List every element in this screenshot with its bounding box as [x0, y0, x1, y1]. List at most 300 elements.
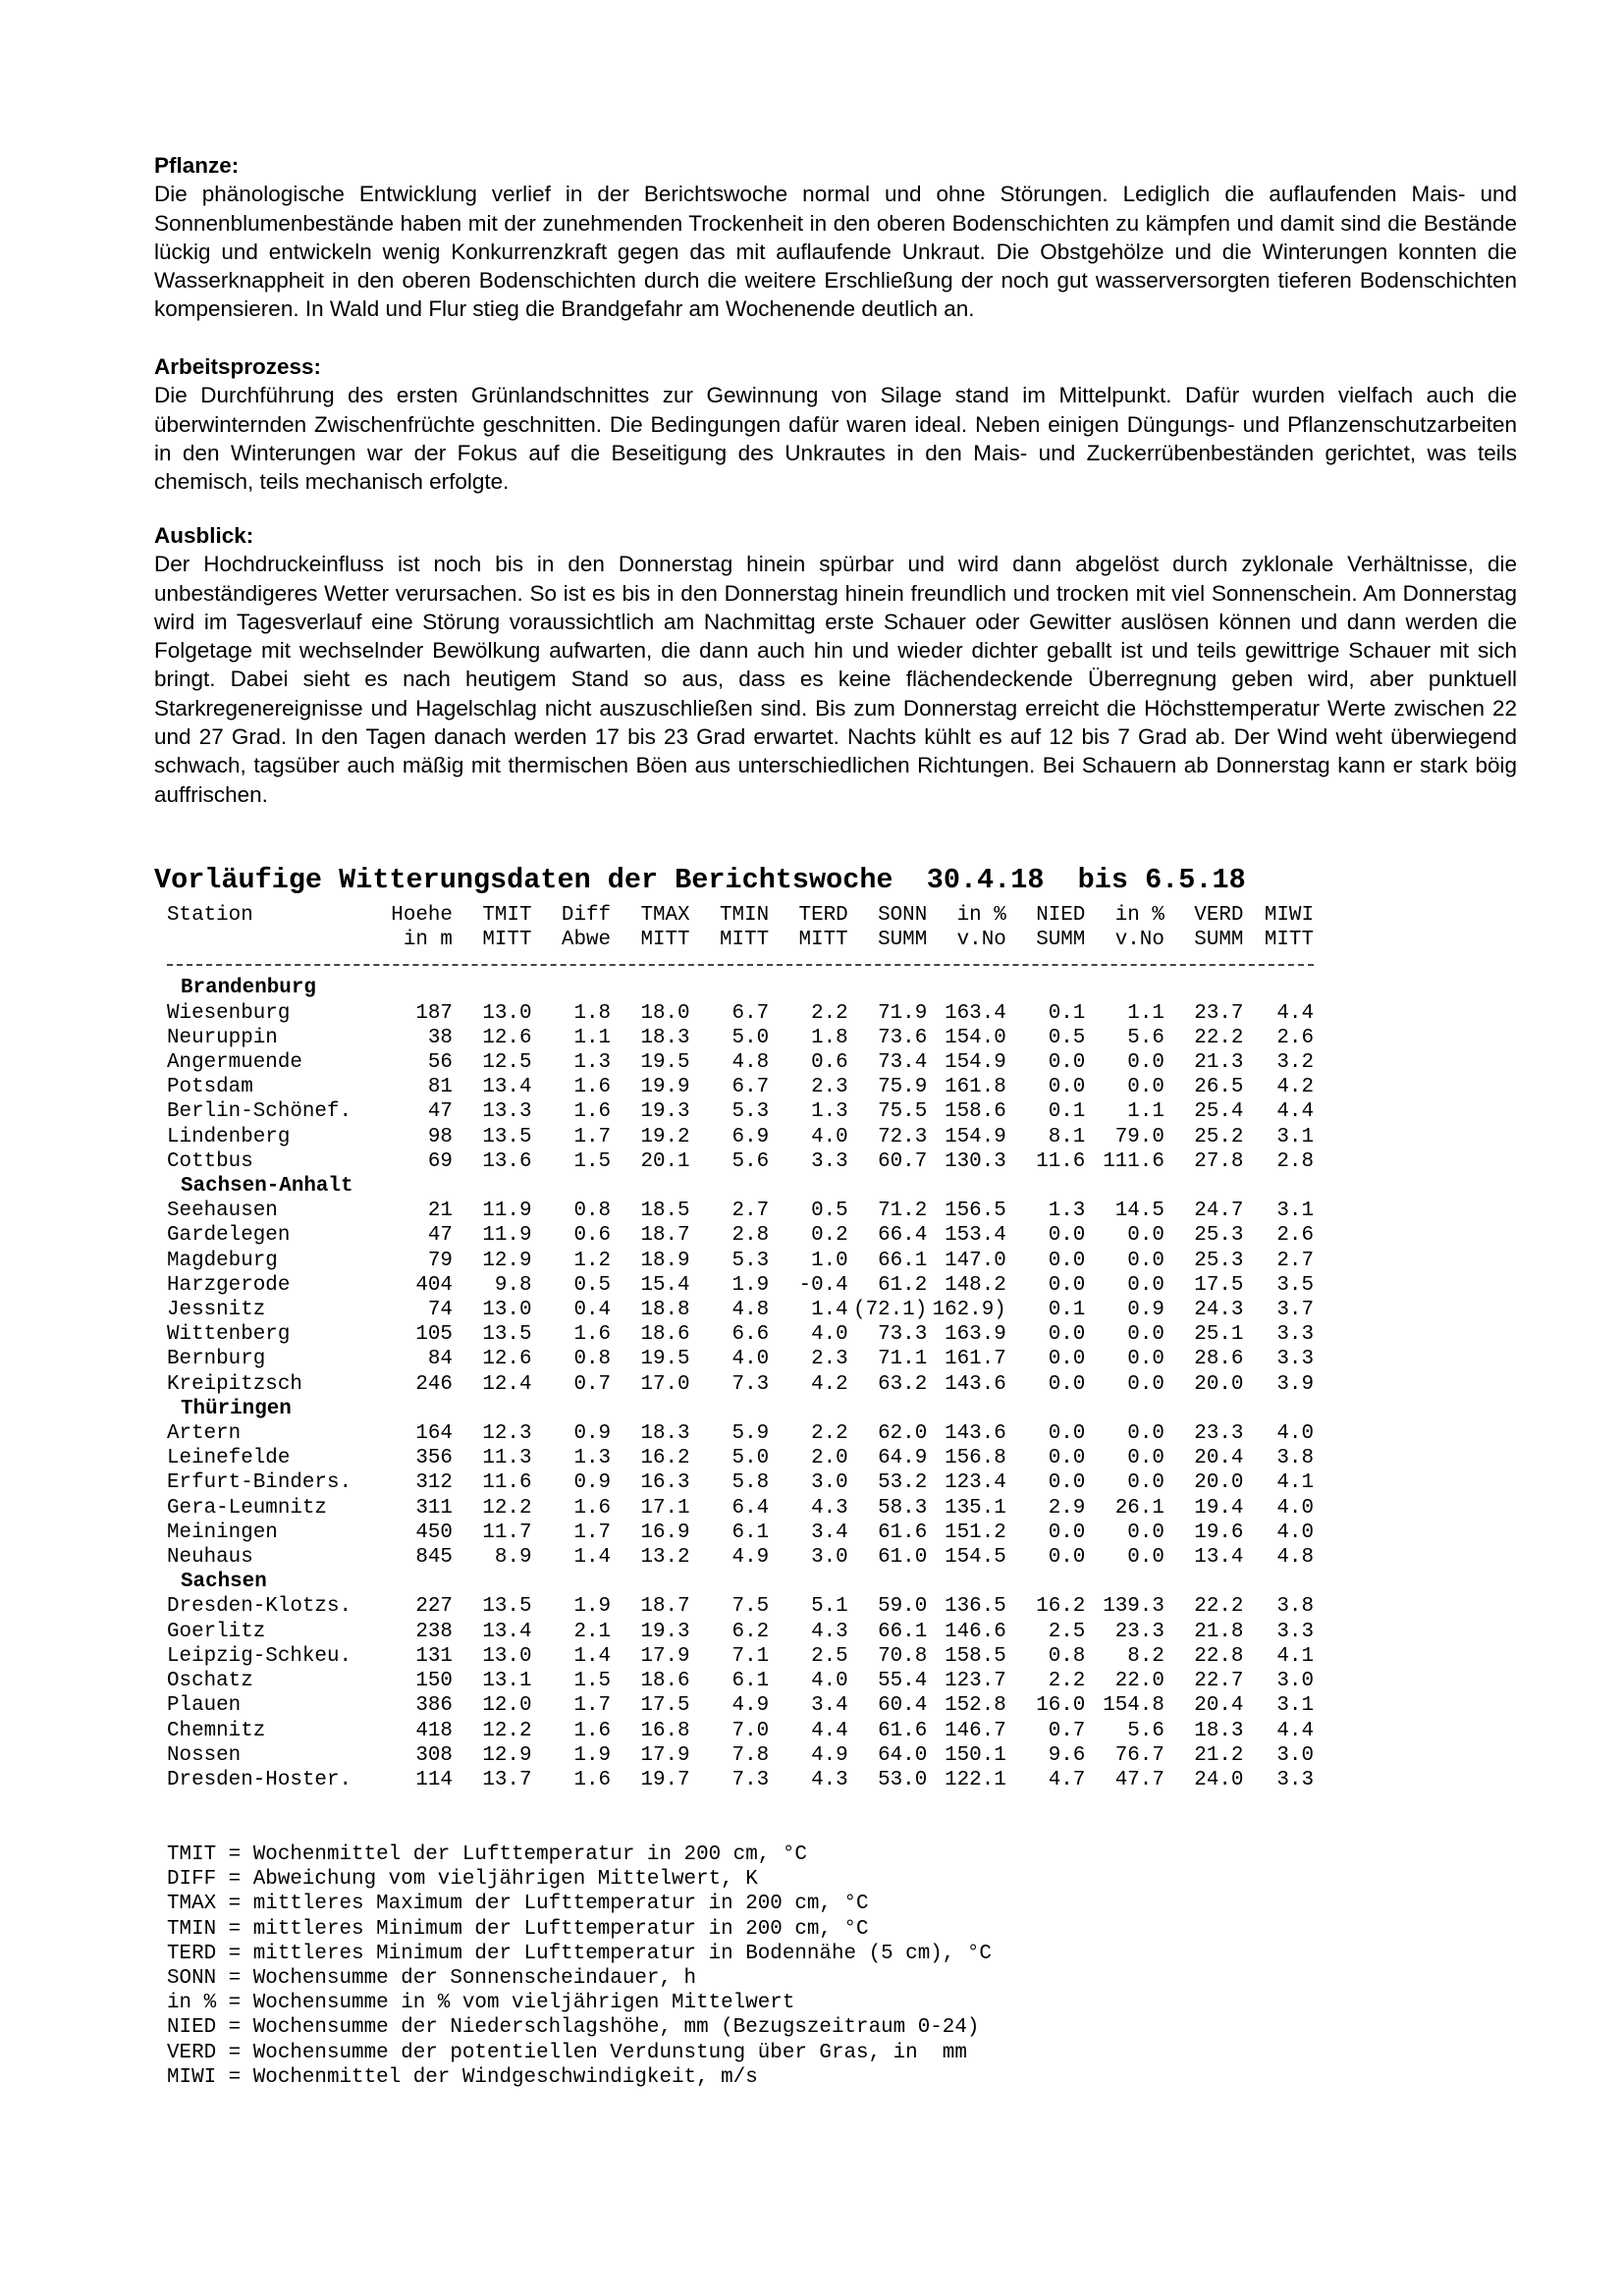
data-cell: 6.7: [731, 1076, 770, 1099]
station-row: [167, 1545, 1314, 1570]
station-row: [167, 1693, 1314, 1718]
data-cell: 4.4: [811, 1719, 848, 1742]
data-cell: 6.9: [731, 1125, 770, 1148]
data-cell: 4.2: [1276, 1076, 1314, 1099]
data-cell: 3.0: [1276, 1670, 1314, 1693]
data-cell: 0.8: [1048, 1644, 1086, 1668]
data-cell: 1.6: [573, 1076, 612, 1099]
data-cell: 56: [427, 1051, 453, 1075]
station-name: Kreipitzsch: [167, 1372, 302, 1396]
data-cell: 13.6: [482, 1149, 532, 1173]
data-cell: 18.6: [640, 1323, 690, 1347]
data-cell: 20.4: [1194, 1447, 1244, 1470]
data-cell: 136.5: [945, 1595, 1006, 1619]
data-cell: 73.6: [878, 1026, 928, 1049]
column-unit-header: MITT: [1264, 929, 1314, 952]
data-cell: 61.0: [878, 1546, 928, 1570]
region-header-row: [167, 1570, 1314, 1594]
data-cell: 12.9: [482, 1743, 532, 1767]
station-name: Neuhaus: [167, 1546, 253, 1570]
data-cell: 1.3: [811, 1100, 848, 1124]
data-cell: 1.8: [811, 1026, 848, 1049]
station-row: [167, 1199, 1314, 1223]
data-cell: 14.5: [1114, 1200, 1164, 1223]
data-cell: 0.0: [1127, 1051, 1164, 1075]
data-cell: 3.3: [1276, 1323, 1314, 1347]
column-unit-header: SUMM: [1036, 929, 1086, 952]
data-cell: 2.3: [811, 1348, 848, 1371]
column-unit-header: v.No: [956, 929, 1006, 952]
data-cell: 154.8: [1103, 1694, 1164, 1718]
data-cell: 3.1: [1276, 1200, 1314, 1223]
section-ausblick: [154, 521, 1517, 809]
data-cell: 24.7: [1194, 1200, 1244, 1223]
data-cell: 163.4: [945, 1001, 1006, 1025]
data-cell: 123.7: [945, 1670, 1006, 1693]
data-cell: 19.3: [640, 1620, 690, 1643]
data-cell: 71.1: [878, 1348, 928, 1371]
data-cell: 0.0: [1127, 1521, 1164, 1544]
station-row: [167, 1223, 1314, 1248]
data-cell: 146.6: [945, 1620, 1006, 1643]
heading-arbeitsprozess: Arbeitsprozess:: [154, 354, 322, 379]
data-cell: 122.1: [945, 1768, 1006, 1791]
station-name: Leinefelde: [167, 1447, 291, 1470]
dashed-divider: [167, 964, 1314, 966]
data-cell: 20.0: [1194, 1372, 1244, 1396]
data-cell: 75.5: [878, 1100, 928, 1124]
section-arbeitsprozess: [154, 352, 1517, 496]
data-cell: (72.1): [853, 1299, 928, 1322]
data-cell: 0.0: [1127, 1249, 1164, 1272]
data-cell: 0.0: [1048, 1372, 1086, 1396]
data-cell: 0.0: [1048, 1076, 1086, 1099]
data-cell: 5.1: [811, 1595, 848, 1619]
data-cell: 2.5: [811, 1644, 848, 1668]
data-cell: 12.4: [482, 1372, 532, 1396]
station-row: [167, 1743, 1314, 1768]
data-cell: 18.7: [640, 1224, 690, 1248]
data-cell: 156.5: [945, 1200, 1006, 1223]
data-cell: 246: [415, 1372, 453, 1396]
station-name: Gardelegen: [167, 1224, 291, 1248]
column-unit-header: Abwe: [561, 929, 612, 952]
data-cell: 0.1: [1048, 1001, 1086, 1025]
data-cell: 0.0: [1127, 1546, 1164, 1570]
column-header: Diff: [561, 904, 612, 927]
data-cell: 4.4: [1276, 1719, 1314, 1742]
station-row: [167, 1446, 1314, 1470]
data-cell: 18.9: [640, 1249, 690, 1272]
station-row: [167, 1372, 1314, 1397]
data-cell: 2.7: [731, 1200, 770, 1223]
data-cell: 0.0: [1127, 1471, 1164, 1495]
data-cell: 18.8: [640, 1299, 690, 1322]
data-cell: 28.6: [1194, 1348, 1244, 1371]
data-cell: 61.2: [878, 1273, 928, 1297]
station-row: [167, 1149, 1314, 1174]
legend-item: TERD = mittleres Minimum der Lufttemperatur in Bodennähe (5 cm), °C: [167, 1942, 992, 1965]
data-cell: 386: [415, 1694, 453, 1718]
station-row: [167, 1421, 1314, 1446]
data-cell: 3.3: [1276, 1348, 1314, 1371]
data-cell: 22.0: [1114, 1670, 1164, 1693]
data-cell: 12.3: [482, 1422, 532, 1446]
station-name: Neuruppin: [167, 1026, 278, 1049]
data-cell: 11.6: [482, 1471, 532, 1495]
station-name: Seehausen: [167, 1200, 278, 1223]
data-cell: 0.8: [573, 1348, 612, 1371]
column-header: in %: [1114, 904, 1164, 927]
data-cell: 1.7: [573, 1125, 612, 1148]
data-cell: 5.0: [731, 1447, 770, 1470]
station-name: Dresden-Hoster.: [167, 1768, 352, 1791]
data-cell: 4.1: [1276, 1644, 1314, 1668]
data-cell: 3.1: [1276, 1694, 1314, 1718]
station-name: Erfurt-Binders.: [167, 1471, 352, 1495]
region-header-row: [167, 1174, 1314, 1199]
station-name: Gera-Leumnitz: [167, 1496, 327, 1520]
data-cell: 26.5: [1194, 1076, 1244, 1099]
data-cell: 84: [427, 1348, 453, 1371]
data-cell: 4.9: [731, 1546, 770, 1570]
station-name: Berlin-Schönef.: [167, 1100, 352, 1124]
data-cell: 0.0: [1127, 1447, 1164, 1470]
station-row: [167, 1026, 1314, 1050]
data-cell: 4.0: [1276, 1521, 1314, 1544]
station-row: [167, 1620, 1314, 1644]
data-cell: 0.1: [1048, 1100, 1086, 1124]
data-cell: 0.0: [1127, 1348, 1164, 1371]
column-header: TMIN: [720, 904, 770, 927]
data-cell: 18.3: [1194, 1719, 1244, 1742]
data-cell: 162.9): [932, 1299, 1006, 1322]
data-cell: 4.0: [811, 1323, 848, 1347]
data-cell: 4.8: [1276, 1546, 1314, 1570]
data-cell: 130.3: [945, 1149, 1006, 1173]
region-header-row: [167, 976, 1314, 1000]
station-row: [167, 1521, 1314, 1545]
column-header: Station: [167, 904, 253, 927]
data-cell: 1.9: [731, 1273, 770, 1297]
station-row: [167, 1322, 1314, 1347]
data-cell: 74: [427, 1299, 453, 1322]
data-cell: 8.2: [1127, 1644, 1164, 1668]
data-cell: 151.2: [945, 1521, 1006, 1544]
data-cell: 6.1: [731, 1521, 770, 1544]
data-cell: 13.4: [482, 1620, 532, 1643]
data-cell: 3.0: [1276, 1743, 1314, 1767]
data-cell: 21.2: [1194, 1743, 1244, 1767]
data-cell: 0.2: [811, 1224, 848, 1248]
data-cell: 0.5: [1048, 1026, 1086, 1049]
column-header: SONN: [878, 904, 928, 927]
heading-pflanze: Pflanze:: [154, 153, 240, 178]
data-cell: 4.9: [731, 1694, 770, 1718]
data-cell: 13.1: [482, 1670, 532, 1693]
data-cell: 12.0: [482, 1694, 532, 1718]
data-cell: 25.4: [1194, 1100, 1244, 1124]
data-cell: 4.7: [1048, 1768, 1086, 1791]
station-row: [167, 1470, 1314, 1495]
data-cell: 1.5: [573, 1149, 612, 1173]
data-cell: 2.1: [573, 1620, 612, 1643]
data-cell: 123.4: [945, 1471, 1006, 1495]
station-name: Magdeburg: [167, 1249, 278, 1272]
data-cell: 6.1: [731, 1670, 770, 1693]
data-cell: 0.0: [1048, 1546, 1086, 1570]
data-cell: 2.6: [1276, 1224, 1314, 1248]
data-cell: 11.7: [482, 1521, 532, 1544]
data-cell: 98: [427, 1125, 453, 1148]
text-pflanze: Die phänologische Entwicklung verlief in der Berichtswoche normal und ohne Störungen. Lediglich die auflaufenden Mais- und Sonnenblumenbestände haben mit der zunehmenden Trockenheit in den oberen Bodenschichten zu kämpfen und damit sind die Bestände lückig und entwickeln wenig Konkurrenzkraft gegen das mit auflaufende Unkraut. Die Obstgehölze und die Winterungen konnten die Wasserknappheit in den oberen Bodenschichten durch die weitere Erschließung der noch gut wasserversorgten tieferen Bodenschichten kompensieren. In Wald und Flur stieg die Brandgefahr am Wochenende deutlich an.: [154, 182, 1517, 322]
data-cell: 4.4: [1276, 1100, 1314, 1124]
data-cell: 4.0: [731, 1348, 770, 1371]
data-cell: 1.6: [573, 1496, 612, 1520]
data-cell: 3.1: [1276, 1125, 1314, 1148]
data-cell: 131: [415, 1644, 453, 1668]
data-cell: 17.9: [640, 1644, 690, 1668]
legend-item: in % = Wochensumme in % vom vieljährigen Mittelwert: [167, 1992, 795, 2015]
station-row: [167, 1719, 1314, 1743]
data-cell: 22.7: [1194, 1670, 1244, 1693]
data-cell: 25.1: [1194, 1323, 1244, 1347]
data-cell: 9.6: [1048, 1743, 1086, 1767]
data-cell: 61.6: [878, 1521, 928, 1544]
data-cell: 16.2: [1036, 1595, 1086, 1619]
data-cell: 0.6: [573, 1224, 612, 1248]
data-cell: 4.0: [811, 1125, 848, 1148]
data-cell: 18.5: [640, 1200, 690, 1223]
data-cell: 24.0: [1194, 1768, 1244, 1791]
data-cell: 0.0: [1048, 1422, 1086, 1446]
data-cell: 76.7: [1114, 1743, 1164, 1767]
data-cell: 404: [415, 1273, 453, 1297]
column-unit-header: [167, 928, 374, 952]
data-cell: 16.2: [640, 1447, 690, 1470]
data-cell: 11.3: [482, 1447, 532, 1470]
data-cell: 1.6: [573, 1719, 612, 1742]
column-unit-header: MITT: [482, 929, 532, 952]
data-cell: 114: [415, 1768, 453, 1791]
column-header: in %: [956, 904, 1006, 927]
region-name: Thüringen: [181, 1397, 292, 1420]
station-row: [167, 1644, 1314, 1669]
data-cell: 4.4: [1276, 1001, 1314, 1025]
data-cell: 22.2: [1194, 1595, 1244, 1619]
data-cell: 25.2: [1194, 1125, 1244, 1148]
column-unit-header: v.No: [1114, 929, 1164, 952]
data-cell: 3.0: [811, 1471, 848, 1495]
column-unit-header: SUMM: [1194, 929, 1244, 952]
data-cell: 0.0: [1048, 1323, 1086, 1347]
data-cell: 0.8: [573, 1200, 612, 1223]
column-unit-header: MITT: [798, 929, 848, 952]
data-cell: 3.0: [811, 1546, 848, 1570]
data-cell: 105: [415, 1323, 453, 1347]
data-cell: 5.6: [1127, 1026, 1164, 1049]
data-cell: 12.6: [482, 1348, 532, 1371]
data-cell: 154.5: [945, 1546, 1006, 1570]
data-cell: 1.4: [573, 1546, 612, 1570]
data-cell: 20.4: [1194, 1694, 1244, 1718]
data-cell: 148.2: [945, 1273, 1006, 1297]
data-cell: 19.6: [1194, 1521, 1244, 1544]
data-cell: 16.8: [640, 1719, 690, 1742]
data-cell: 2.9: [1048, 1496, 1086, 1520]
data-cell: 66.1: [878, 1620, 928, 1643]
data-cell: 3.2: [1276, 1051, 1314, 1075]
station-row: [167, 1099, 1314, 1124]
data-cell: 4.3: [811, 1496, 848, 1520]
station-name: Harzgerode: [167, 1273, 291, 1297]
data-cell: 25.3: [1194, 1249, 1244, 1272]
data-cell: 60.7: [878, 1149, 928, 1173]
legend-item: VERD = Wochensumme der potentiellen Verdunstung über Gras, in mm: [167, 2041, 967, 2064]
data-cell: 143.6: [945, 1422, 1006, 1446]
data-cell: 0.4: [573, 1299, 612, 1322]
station-name: Lindenberg: [167, 1125, 291, 1148]
data-cell: 4.0: [811, 1670, 848, 1693]
data-cell: 18.3: [640, 1422, 690, 1446]
data-cell: 154.9: [945, 1051, 1006, 1075]
data-cell: 1.4: [811, 1299, 848, 1322]
data-cell: 66.1: [878, 1249, 928, 1272]
region-header-row: [167, 1397, 1314, 1421]
data-cell: 5.9: [731, 1422, 770, 1446]
data-cell: 0.9: [1127, 1299, 1164, 1322]
data-cell: 161.7: [945, 1348, 1006, 1371]
data-cell: 4.8: [731, 1051, 770, 1075]
data-cell: 1.9: [573, 1743, 612, 1767]
column-unit-header: SUMM: [878, 929, 928, 952]
data-cell: 0.0: [1048, 1348, 1086, 1371]
data-cell: 111.6: [1103, 1149, 1164, 1173]
data-cell: 3.4: [811, 1521, 848, 1544]
data-cell: 450: [415, 1521, 453, 1544]
data-cell: 13.0: [482, 1001, 532, 1025]
legend-item: MIWI = Wochenmittel der Windgeschwindigkeit, m/s: [167, 2065, 758, 2089]
data-cell: 0.0: [1048, 1521, 1086, 1544]
station-name: Angermuende: [167, 1051, 302, 1075]
legend-item: TMIN = mittleres Minimum der Lufttemperatur in 200 cm, °C: [167, 1917, 869, 1941]
data-cell: 0.0: [1127, 1224, 1164, 1248]
data-cell: 158.6: [945, 1100, 1006, 1124]
data-cell: 1.1: [573, 1026, 612, 1049]
data-cell: 18.0: [640, 1001, 690, 1025]
data-cell: 3.3: [1276, 1768, 1314, 1791]
data-cell: 3.8: [1276, 1595, 1314, 1619]
text-arbeitsprozess: Die Durchführung des ersten Grünlandschnittes zur Gewinnung von Silage stand im Mittelpunkt. Dafür wurden vielfach auch die überwinternden Zwischenfrüchte geschnitten. Die Bedingungen dafür waren ideal. Neben einigen Düngungs- und Pflanzenschutzarbeiten in den Winterungen war der Fokus auf die Beseitigung des Unkrautes in den Mais- und Zuckerrübenbeständen gerichtet, was teils chemisch, teils mechanisch erfolgte.: [154, 383, 1517, 495]
column-header: VERD: [1194, 904, 1244, 927]
data-cell: 7.3: [731, 1372, 770, 1396]
data-cell: 21: [427, 1200, 453, 1223]
weather-data-table: [167, 903, 1314, 1792]
column-header: TERD: [798, 904, 848, 927]
station-name: Bernburg: [167, 1348, 266, 1371]
station-name: Plauen: [167, 1694, 242, 1718]
column-unit-header: in m: [403, 929, 453, 952]
data-cell: 11.9: [482, 1200, 532, 1223]
data-cell: 2.7: [1276, 1249, 1314, 1272]
data-cell: 6.2: [731, 1620, 770, 1643]
data-cell: 143.6: [945, 1372, 1006, 1396]
data-cell: 4.2: [811, 1372, 848, 1396]
data-cell: 153.4: [945, 1224, 1006, 1248]
column-header: Hoehe: [391, 904, 453, 927]
data-cell: 154.9: [945, 1125, 1006, 1148]
data-cell: 1.0: [811, 1249, 848, 1272]
data-cell: 18.3: [640, 1026, 690, 1049]
data-cell: 17.5: [1194, 1273, 1244, 1297]
station-row: [167, 1669, 1314, 1693]
data-cell: 16.3: [640, 1471, 690, 1495]
data-cell: 0.1: [1048, 1299, 1086, 1322]
data-cell: 5.0: [731, 1026, 770, 1049]
data-cell: 3.5: [1276, 1273, 1314, 1297]
legend-item: TMIT = Wochenmittel der Lufttemperatur in 200 cm, °C: [167, 1843, 807, 1866]
data-cell: 5.8: [731, 1471, 770, 1495]
station-name: Artern: [167, 1422, 242, 1446]
station-row: [167, 1075, 1314, 1099]
table-title: Vorläufige Witterungsdaten der Berichtswoche 30.4.18 bis 6.5.18: [154, 864, 1246, 896]
data-cell: 845: [415, 1546, 453, 1570]
data-cell: 13.2: [640, 1546, 690, 1570]
data-cell: 227: [415, 1595, 453, 1619]
data-cell: 62.0: [878, 1422, 928, 1446]
station-name: Cottbus: [167, 1149, 253, 1173]
data-cell: 0.0: [1127, 1273, 1164, 1297]
data-cell: 12.6: [482, 1026, 532, 1049]
column-header: TMAX: [640, 904, 690, 927]
data-cell: 12.2: [482, 1719, 532, 1742]
data-cell: 2.2: [1048, 1670, 1086, 1693]
data-cell: 79.0: [1114, 1125, 1164, 1148]
station-name: Meiningen: [167, 1521, 278, 1544]
station-row: [167, 1125, 1314, 1149]
data-cell: 0.9: [573, 1422, 612, 1446]
station-row: [167, 1050, 1314, 1075]
data-cell: 0.0: [1127, 1422, 1164, 1446]
station-row: [167, 1496, 1314, 1521]
data-cell: 58.3: [878, 1496, 928, 1520]
data-cell: 6.6: [731, 1323, 770, 1347]
data-cell: 47: [427, 1224, 453, 1248]
legend-item: TMAX = mittleres Maximum der Lufttemperatur in 200 cm, °C: [167, 1893, 869, 1916]
station-row: [167, 1249, 1314, 1273]
data-cell: 3.3: [1276, 1620, 1314, 1643]
data-cell: 8.1: [1048, 1125, 1086, 1148]
data-cell: 135.1: [945, 1496, 1006, 1520]
data-cell: 156.8: [945, 1447, 1006, 1470]
data-cell: 20.1: [640, 1149, 690, 1173]
data-cell: 0.0: [1048, 1471, 1086, 1495]
data-cell: 2.2: [811, 1422, 848, 1446]
station-row: [167, 1273, 1314, 1298]
data-cell: 312: [415, 1471, 453, 1495]
station-row: [167, 1001, 1314, 1026]
data-cell: 3.7: [1276, 1299, 1314, 1322]
abbreviation-legend: [167, 1842, 992, 2090]
data-cell: 2.5: [1048, 1620, 1086, 1643]
data-cell: 18.6: [640, 1670, 690, 1693]
data-cell: 19.7: [640, 1768, 690, 1791]
data-cell: 2.3: [811, 1076, 848, 1099]
station-name: Nossen: [167, 1743, 242, 1767]
data-cell: 238: [415, 1620, 453, 1643]
data-cell: 20.0: [1194, 1471, 1244, 1495]
legend-item: SONN = Wochensumme der Sonnenscheindauer, h: [167, 1967, 697, 1991]
